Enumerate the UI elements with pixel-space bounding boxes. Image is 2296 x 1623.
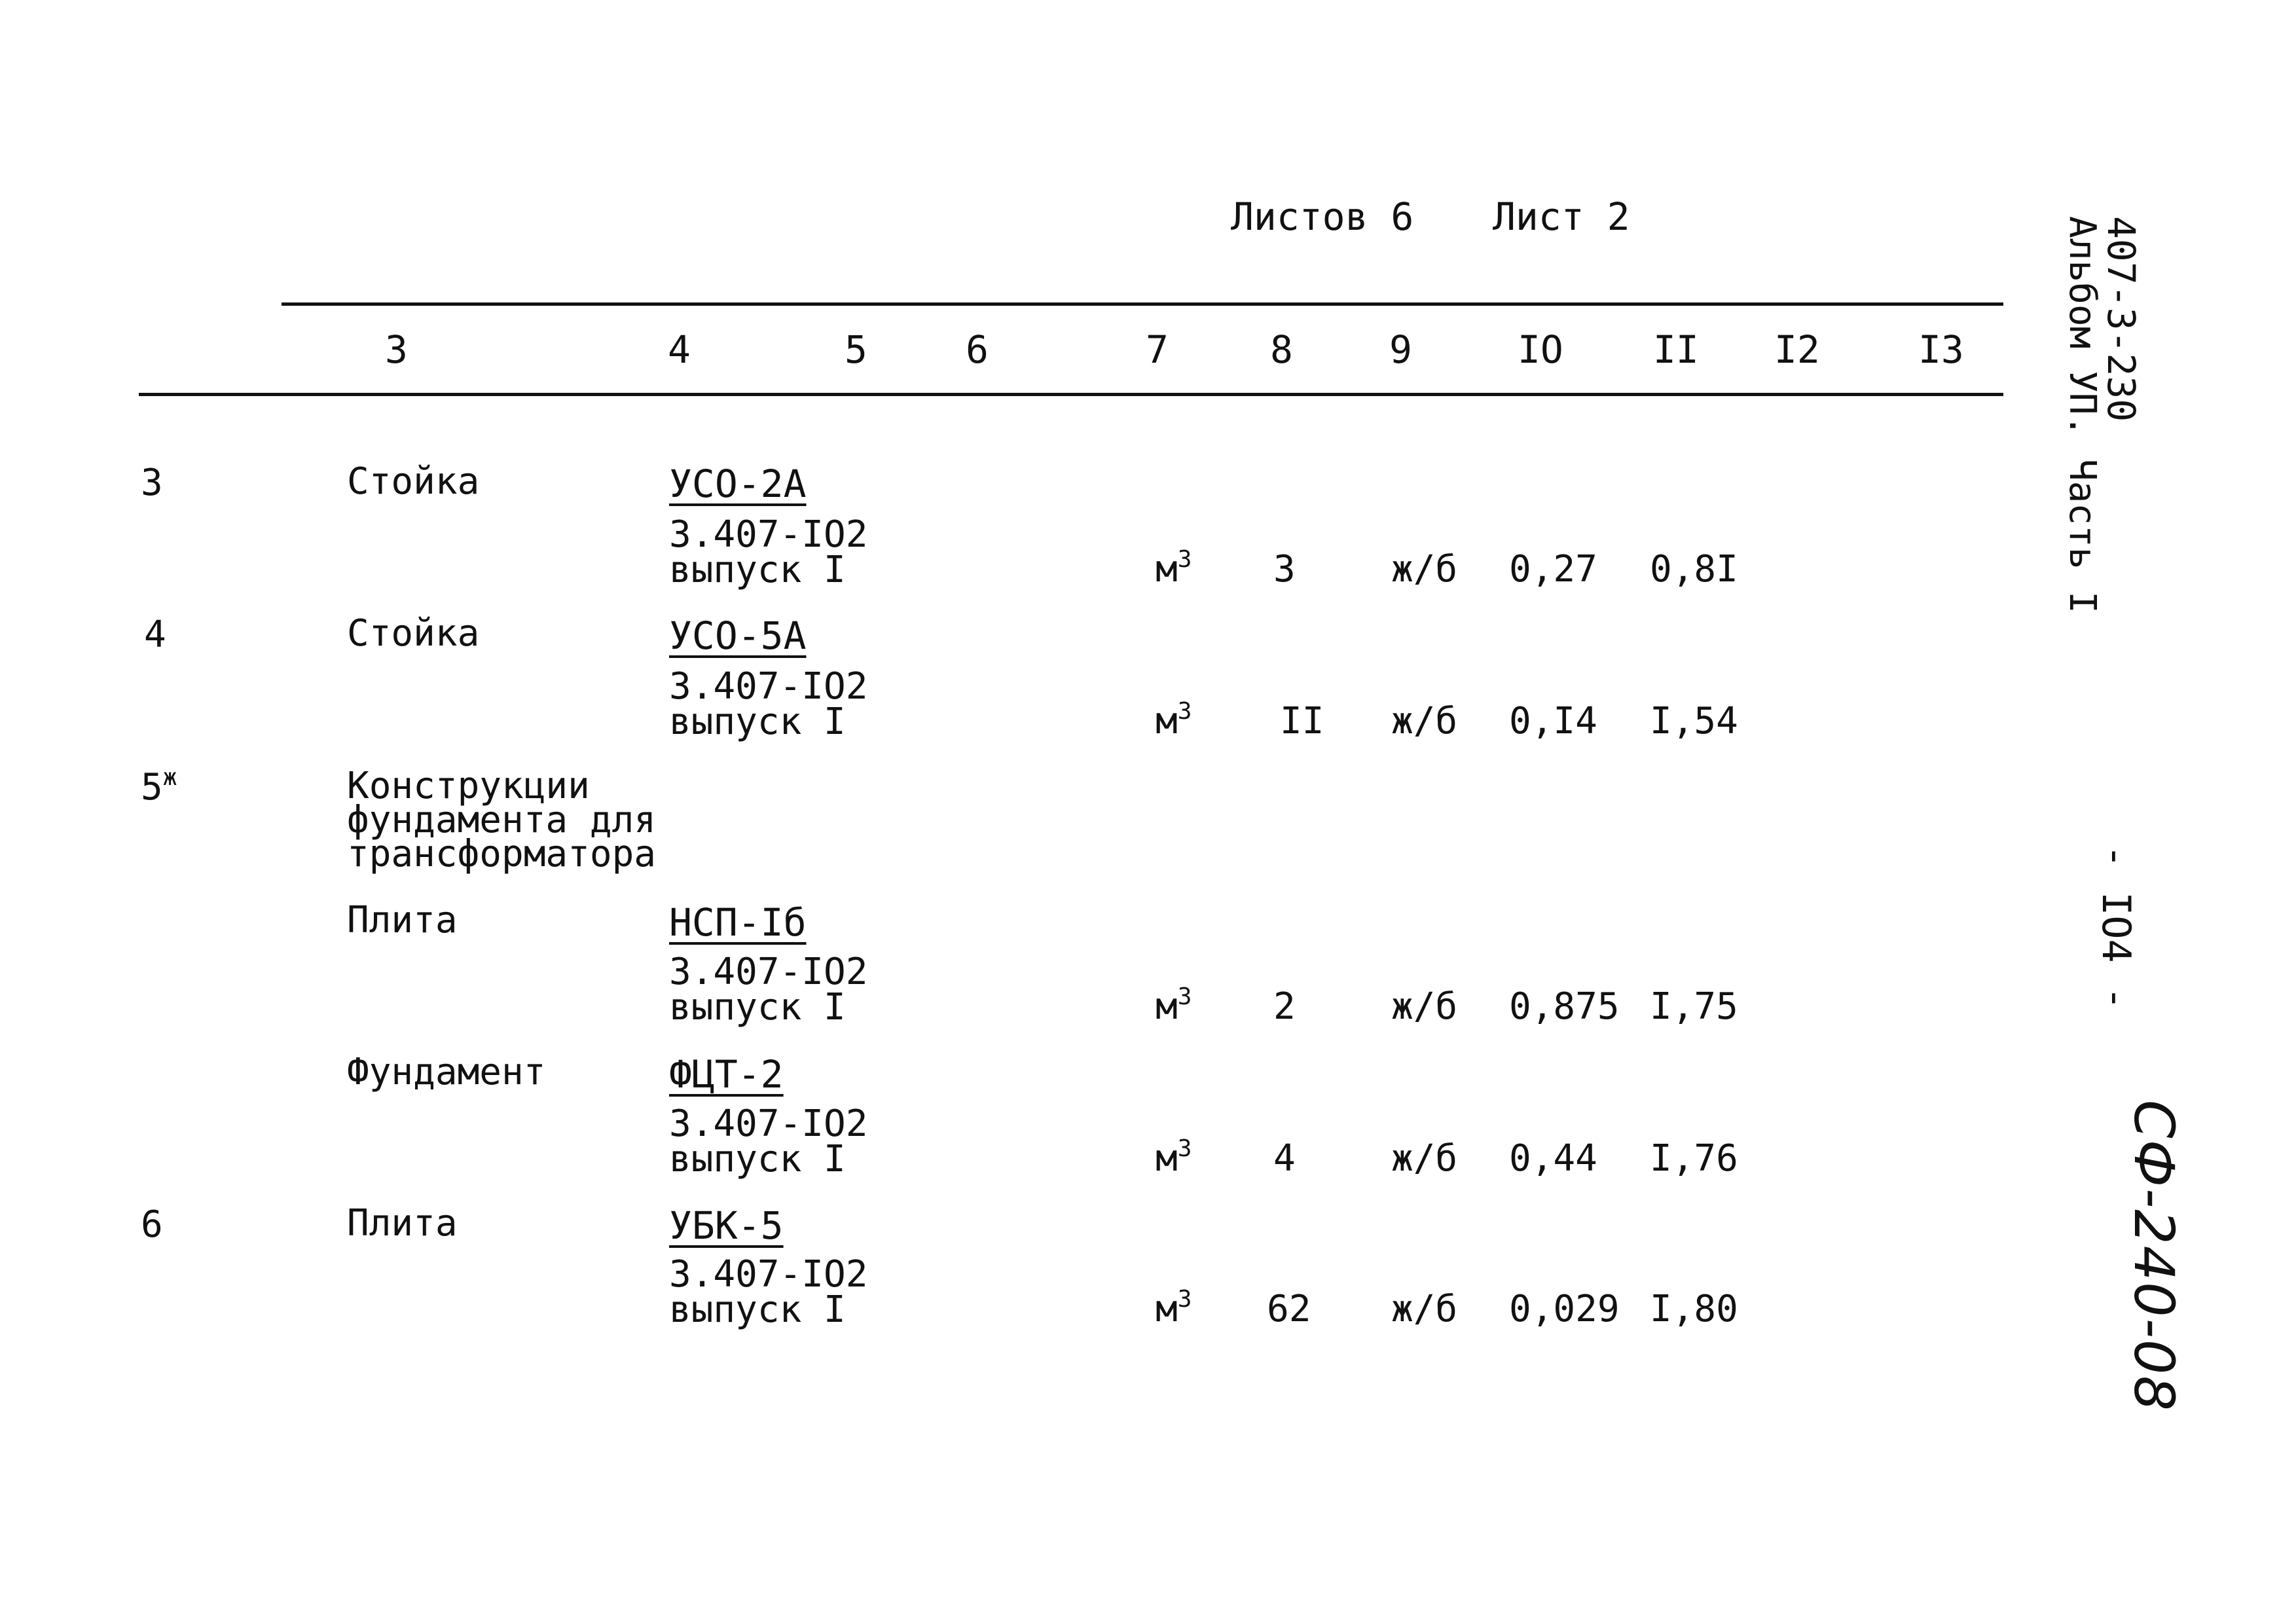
unit-superscript: 3 — [1177, 983, 1192, 1010]
sheet-number-label: Лист 2 — [1493, 194, 1630, 239]
column-header-13: I3 — [1918, 327, 1964, 372]
row-number — [141, 764, 177, 809]
item-name: Конструкции фундамента для трансформатора — [347, 765, 657, 875]
total-volume: I,75 — [1650, 985, 1738, 1028]
header-bottom-rule — [139, 393, 2003, 396]
reference-series: 3.407-IO2 — [669, 951, 868, 993]
reference-series: 3.407-IO2 — [669, 1103, 868, 1145]
unit-cell — [1156, 546, 1192, 591]
quantity: 3 — [1273, 548, 1296, 591]
total-volume: I,54 — [1650, 700, 1738, 742]
column-header-12: I2 — [1774, 327, 1820, 372]
quantity: 2 — [1273, 985, 1296, 1028]
row-number: 6 — [141, 1203, 163, 1246]
total-volume: 0,8I — [1650, 548, 1738, 591]
column-header-9: 9 — [1389, 327, 1412, 372]
total-volume: I,80 — [1650, 1288, 1738, 1330]
unit: м — [1156, 700, 1178, 742]
unit: м — [1156, 1288, 1178, 1330]
item-reference — [669, 665, 868, 743]
quantity: 4 — [1273, 1137, 1296, 1180]
material: ж/б — [1391, 548, 1458, 591]
unit: м — [1156, 548, 1178, 591]
reference-issue: выпуск I — [669, 1138, 846, 1180]
item-code: УБК-5 — [669, 1203, 784, 1248]
item-code: УСО-5А — [669, 613, 807, 658]
unit-cell — [1156, 1286, 1192, 1330]
unit-superscript: 3 — [1177, 698, 1192, 725]
reference-issue: выпуск I — [669, 1288, 846, 1331]
row-number: 3 — [141, 462, 163, 504]
stamp-handwritten-code: СФ-240-08 — [2122, 1100, 2186, 1412]
unit-cell — [1156, 983, 1192, 1028]
item-name: Фундамент — [347, 1051, 546, 1093]
column-header-3: 3 — [385, 327, 408, 372]
row-number: 4 — [144, 613, 166, 656]
unit-volume: 0,44 — [1509, 1137, 1597, 1180]
item-code: ФЦТ-2 — [669, 1052, 784, 1097]
unit: м — [1156, 985, 1178, 1028]
item-reference — [669, 1253, 868, 1331]
reference-series: 3.407-IO2 — [669, 665, 868, 708]
reference-issue: выпуск I — [669, 701, 846, 743]
unit-volume: 0,875 — [1509, 985, 1620, 1028]
stamp-page-number: - IO4 - — [2093, 845, 2139, 1010]
unit-volume: 0,I4 — [1509, 700, 1597, 742]
column-header-5: 5 — [845, 327, 867, 372]
item-name: Стойка — [347, 460, 480, 503]
item-reference — [669, 513, 868, 591]
column-header-11: II — [1653, 327, 1699, 372]
unit-superscript: 3 — [1177, 1286, 1192, 1313]
reference-issue: выпуск I — [669, 549, 846, 591]
quantity: 62 — [1267, 1288, 1311, 1330]
item-code: УСО-2А — [669, 462, 807, 506]
column-header-10: IO — [1518, 327, 1563, 372]
material: ж/б — [1391, 700, 1458, 742]
unit-cell — [1156, 1135, 1192, 1180]
material: ж/б — [1391, 1137, 1458, 1180]
unit-superscript: 3 — [1177, 546, 1192, 573]
column-header-6: 6 — [966, 327, 989, 372]
row-number-footnote-mark: ж — [162, 764, 177, 791]
material: ж/б — [1391, 985, 1458, 1028]
row-number-value: 5 — [141, 766, 163, 809]
reference-series: 3.407-IO2 — [669, 513, 868, 556]
unit: м — [1156, 1137, 1178, 1180]
unit-superscript: 3 — [1177, 1135, 1192, 1162]
unit-cell — [1156, 698, 1192, 742]
item-name: Плита — [347, 899, 458, 941]
sheets-total-label: Листов 6 — [1231, 194, 1414, 239]
stamp-project-number: 407-3-230 — [2099, 216, 2143, 422]
column-header-4: 4 — [668, 327, 691, 372]
item-reference — [669, 951, 868, 1029]
header-top-rule — [282, 302, 2003, 306]
unit-volume: 0,27 — [1509, 548, 1597, 591]
reference-issue: выпуск I — [669, 986, 846, 1029]
reference-series: 3.407-IO2 — [669, 1253, 868, 1296]
stamp-album-part: Альбом УП. Часть I — [2061, 216, 2104, 613]
item-code: НСП-Iб — [669, 900, 807, 945]
material: ж/б — [1391, 1288, 1458, 1330]
item-name: Стойка — [347, 612, 480, 655]
quantity: II — [1280, 700, 1324, 742]
total-volume: I,76 — [1650, 1137, 1738, 1180]
unit-volume: 0,029 — [1509, 1288, 1620, 1330]
column-header-7: 7 — [1146, 327, 1169, 372]
item-reference — [669, 1103, 868, 1180]
column-header-8: 8 — [1270, 327, 1293, 372]
item-name: Плита — [347, 1202, 458, 1245]
